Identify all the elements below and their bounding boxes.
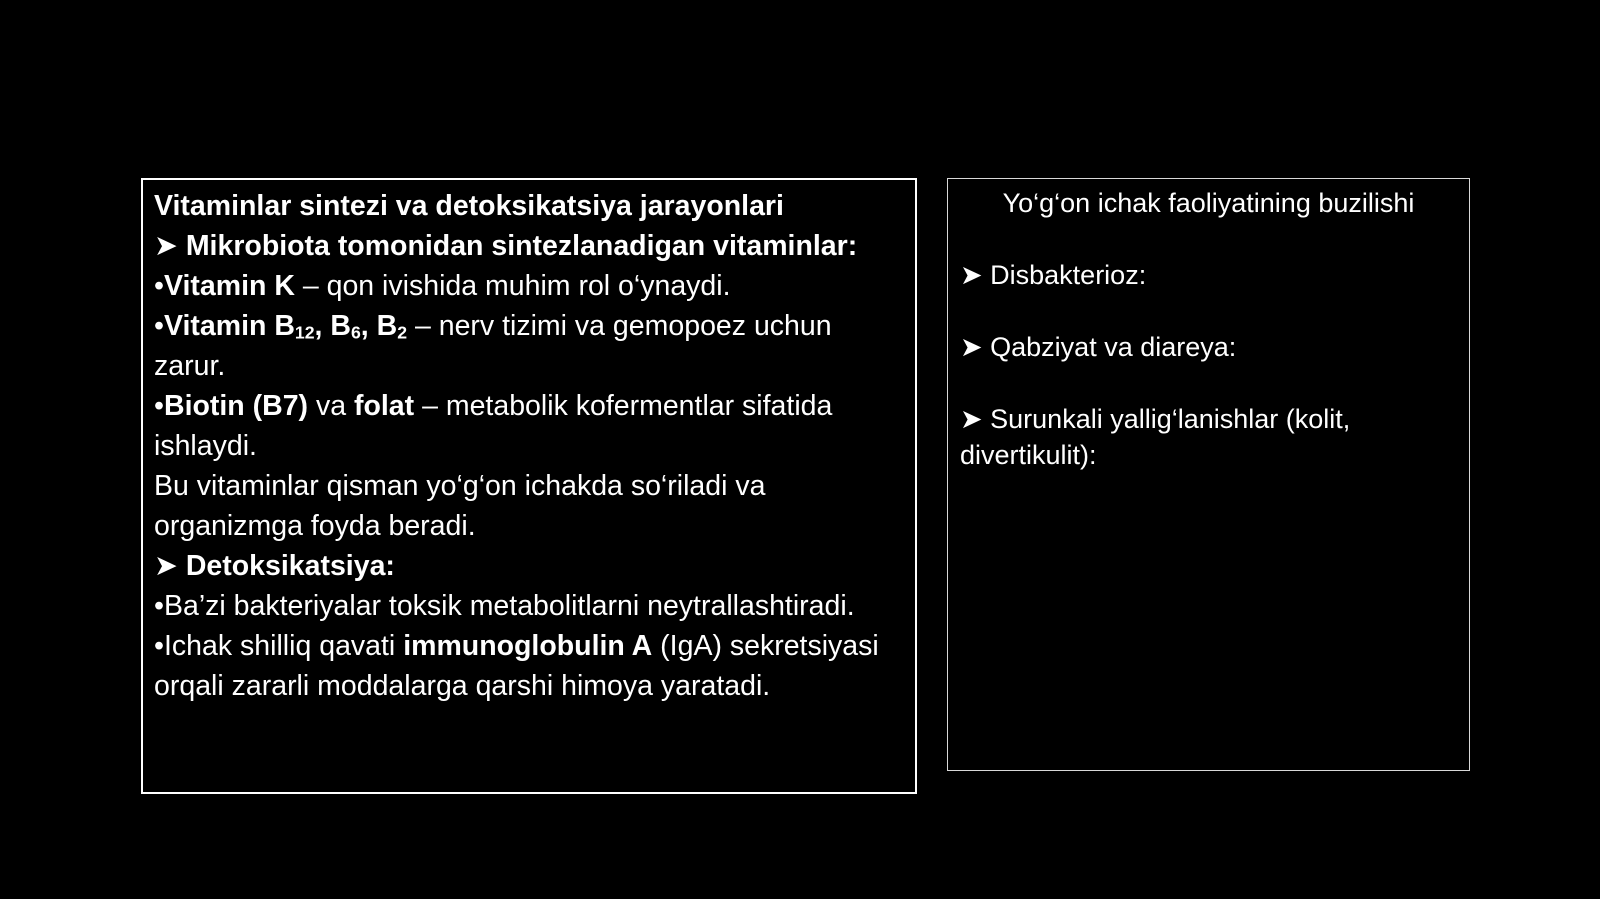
vitamin-b-separator: , B: [360, 310, 398, 342]
detox-bacteria-end: neytrallashtiradi.: [639, 590, 855, 622]
arrow-icon: ➤: [960, 404, 983, 434]
vitamin-b-subscript: 2: [397, 322, 408, 343]
section-detox-title-text: Detoksikatsiya:: [185, 550, 395, 582]
detox-bacteria-text: Ba’zi bakteriyalar toksik: [163, 590, 470, 622]
bullet-icon: •: [154, 390, 164, 422]
vitamin-b-label: [164, 310, 407, 342]
arrow-icon: ➤: [960, 332, 983, 362]
vitamin-b-prefix: Vitamin B: [163, 310, 295, 342]
vitamins-textbox[interactable]: [141, 178, 917, 794]
vitamin-k-label: Vitamin K: [163, 270, 295, 302]
vitamin-k-text: – qon ivishida muhim rol o‘ynaydi.: [294, 270, 731, 302]
bullet-icon: •: [154, 630, 164, 662]
bullet-detox-bacteria: [154, 586, 905, 626]
detox-iga-end: (IgA) sekretsiyasi orqali zararli moddalarga qarshi himoya yaratadi.: [154, 630, 879, 702]
vitamin-b-text: – nerv tizimi va gemopoez uchun zarur.: [154, 310, 832, 382]
arrow-icon: ➤: [154, 230, 178, 262]
section-microbiota-title: [154, 226, 905, 266]
detox-iga-text: Ichak shilliq qavati: [163, 630, 404, 662]
biotin-text: – metabolik kofermentlar sifatida ishlaydi.: [154, 390, 833, 462]
detox-bacteria-bold: metabolitlarni: [469, 590, 640, 622]
vitamin-b-separator: , B: [314, 310, 351, 342]
disorder-item-qabziyat: [960, 329, 1457, 365]
disorders-textbox[interactable]: [947, 178, 1470, 771]
arrow-icon: ➤: [154, 550, 178, 582]
bullet-vitamin-k: [154, 266, 905, 306]
disorder-item-label: Qabziyat va diareya:: [990, 332, 1237, 362]
disorder-item-yalliglanish: [960, 401, 1457, 473]
vitamins-heading-text: Vitaminlar sintezi va detoksikatsiya jarayonlari: [154, 190, 784, 222]
bullet-icon: •: [154, 590, 164, 622]
biotin-conjunction: va: [308, 390, 354, 422]
folat-label: folat: [353, 390, 415, 422]
disorders-title: Yo‘g‘on ichak faoliyatining buzilishi: [1002, 188, 1415, 218]
biotin-label: Biotin (B7): [163, 390, 309, 422]
section-detox-title: [154, 546, 905, 586]
vitamin-b-subscript: 6: [350, 322, 361, 343]
bullet-biotin: [154, 386, 905, 466]
vitamins-heading: [154, 186, 905, 226]
detox-iga-bold: immunoglobulin A: [403, 630, 653, 662]
bullet-detox-iga: [154, 626, 905, 706]
vitamin-b-subscript: 12: [294, 322, 315, 343]
disorder-item-disbakterioz: [960, 257, 1457, 293]
disorder-item-label: Surunkali yallig‘lanishlar (kolit, divertikulit):: [960, 404, 1351, 470]
bullet-vitamin-b: [154, 306, 905, 386]
absorption-text: Bu vitaminlar qisman yo‘g‘on ichakda so‘riladi va organizmga foyda beradi.: [154, 470, 766, 542]
disorder-item-label: Disbakterioz:: [990, 260, 1147, 290]
section-microbiota-title-text: Mikrobiota tomonidan sintezlanadigan vitaminlar:: [185, 230, 858, 262]
bullet-icon: •: [154, 310, 164, 342]
arrow-icon: ➤: [960, 260, 983, 290]
bullet-icon: •: [154, 270, 164, 302]
